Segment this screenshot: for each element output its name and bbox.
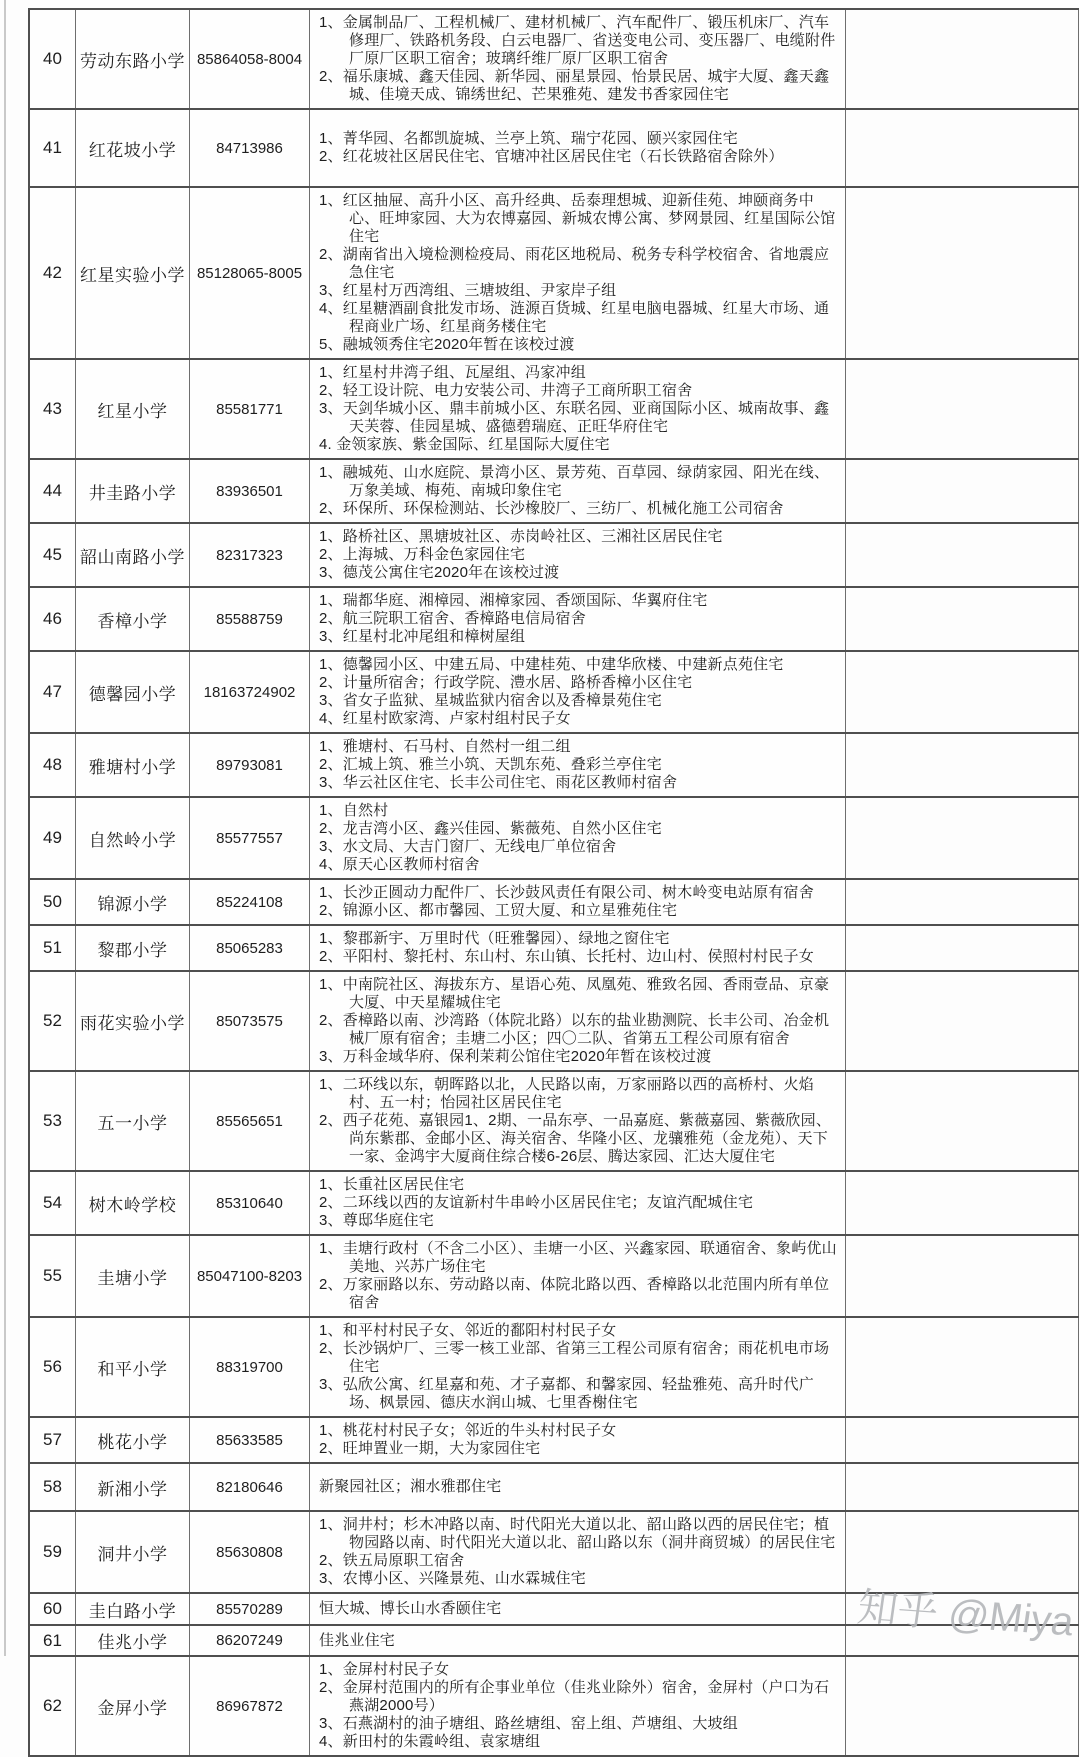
district-details-cell: [310, 1072, 846, 1170]
table-row: [30, 1594, 1079, 1626]
detail-line: 2、金屏村范围内的所有企事业单位（佳兆业除外）宿舍，金屏村（户口为石燕湖2000号）: [319, 1679, 830, 1714]
scan-edge-artifact: [4, 0, 6, 1656]
school-name-cell: 韶山南路小学: [76, 524, 190, 586]
school-name-cell: 劳动东路小学: [76, 10, 190, 108]
phone-number-cell: 82180646: [190, 1464, 310, 1510]
row-number-cell: 57: [30, 1418, 76, 1462]
detail-line: 2、航三院职工宿舍、香樟路电信局宿舍: [319, 610, 586, 627]
district-details-cell: [310, 652, 846, 732]
detail-line: 1、菁华园、名都凯旋城、兰亭上筑、瑞宁花园、颐兴家园住宅: [319, 130, 738, 147]
remarks-cell: [846, 1418, 1079, 1462]
remarks-cell: [846, 1594, 1079, 1624]
table-row: [30, 880, 1079, 926]
district-details-cell: [310, 110, 846, 186]
detail-line: 2、平阳村、黎托村、东山村、东山镇、长托村、边山村、侯照村村民子女: [319, 948, 814, 965]
district-details-cell: [310, 1657, 846, 1755]
detail-line: 2、二环线以西的友谊新村牛串岭小区居民住宅；友谊汽配城住宅: [319, 1194, 754, 1211]
table-row: [30, 972, 1079, 1072]
row-number-cell: 58: [30, 1464, 76, 1510]
table-row: [30, 926, 1079, 972]
remarks-cell: [846, 1318, 1079, 1416]
detail-line: 1、路桥社区、黑塘坡社区、赤岗岭社区、三湘社区居民住宅: [319, 528, 723, 545]
phone-number-cell: 84713986: [190, 110, 310, 186]
table-row: [30, 460, 1079, 524]
district-details-cell: [310, 1418, 846, 1462]
school-name-cell: 佳兆小学: [76, 1626, 190, 1655]
table-row: [30, 1464, 1079, 1512]
phone-number-cell: 85570289: [190, 1594, 310, 1624]
school-name-cell: 黎郡小学: [76, 926, 190, 970]
remarks-cell: [846, 972, 1079, 1070]
row-number-cell: 54: [30, 1172, 76, 1234]
school-name-cell: 红花坡小学: [76, 110, 190, 186]
remarks-cell: [846, 524, 1079, 586]
phone-number-cell: 18163724902: [190, 652, 310, 732]
school-name-cell: 雨花实验小学: [76, 972, 190, 1070]
row-number-cell: 56: [30, 1318, 76, 1416]
row-number-cell: 42: [30, 188, 76, 358]
detail-line: 3、尊邸华庭住宅: [319, 1212, 434, 1229]
table-row: [30, 1072, 1079, 1172]
table-row: [30, 734, 1079, 798]
phone-number-cell: 88319700: [190, 1318, 310, 1416]
remarks-cell: [846, 652, 1079, 732]
district-details-cell: [310, 460, 846, 522]
table-row: [30, 652, 1079, 734]
remarks-cell: [846, 1072, 1079, 1170]
school-name-cell: 井圭路小学: [76, 460, 190, 522]
remarks-cell: [846, 734, 1079, 796]
detail-line: 1、金属制品厂、工程机械厂、建材机械厂、汽车配件厂、锻压机床厂、汽车修理厂、铁路机务段、白云电器厂、省送变电公司、变压器厂、电缆附件厂原厂区职工宿舍；玻璃纤维厂原厂区职工宿舍: [319, 14, 836, 67]
row-number-cell: 49: [30, 798, 76, 878]
table-row: [30, 360, 1079, 460]
detail-line: 1、德馨园小区、中建五局、中建桂苑、中建华欣楼、中建新点苑住宅: [319, 656, 784, 673]
remarks-cell: [846, 1236, 1079, 1316]
detail-line: 3、弘欣公寓、红星嘉和苑、才子嘉都、和馨家园、轻盐雅苑、高升时代广场、枫景园、德庆水润山城、七里香榭住宅: [319, 1376, 814, 1411]
school-name-cell: 金屏小学: [76, 1657, 190, 1755]
district-details-cell: [310, 1594, 846, 1624]
row-number-cell: 59: [30, 1512, 76, 1592]
detail-line: 4、新田村的朱霞岭组、袁家塘组: [319, 1733, 541, 1750]
table-row: [30, 524, 1079, 588]
detail-line: 2、湖南省出入境检测检疫局、雨花区地税局、税务专科学校宿舍、省地震应急住宅: [319, 246, 830, 281]
district-details-cell: [310, 798, 846, 878]
detail-line: 1、自然村: [319, 802, 389, 819]
phone-number-cell: 85073575: [190, 972, 310, 1070]
district-details-cell: [310, 360, 846, 458]
row-number-cell: 48: [30, 734, 76, 796]
school-name-cell: 香樟小学: [76, 588, 190, 650]
detail-line: 2、轻工设计院、电力安装公司、井湾子工商所职工宿舍: [319, 382, 693, 399]
district-details-cell: [310, 926, 846, 970]
school-name-cell: 红星实验小学: [76, 188, 190, 358]
detail-line: 1、长沙正圆动力配件厂、长沙鼓风责任有限公司、树木岭变电站原有宿舍: [319, 884, 814, 901]
table-row: [30, 1626, 1079, 1657]
phone-number-cell: 85047100-8203: [190, 1236, 310, 1316]
remarks-cell: [846, 588, 1079, 650]
remarks-cell: [846, 880, 1079, 924]
table-row: [30, 588, 1079, 652]
row-number-cell: 41: [30, 110, 76, 186]
detail-line: 恒大城、博长山水香颐住宅: [319, 1600, 502, 1617]
detail-line: 1、金屏村村民子女: [319, 1661, 450, 1678]
detail-line: 2、长沙锅炉厂、三零一核工业部、省第三工程公司原有宿舍；雨花机电市场住宅: [319, 1340, 830, 1375]
detail-line: 1、融城苑、山水庭院、景湾小区、景芳苑、百草园、绿荫家园、阳光在线、万象美域、梅苑、南城印象住宅: [319, 464, 830, 499]
detail-line: 3、石燕湖村的油子塘组、路丝塘组、窑上组、芦塘组、大坡组: [319, 1715, 738, 1732]
detail-line: 3、红星村万西湾组、三塘坡组、尹家岸子组: [319, 282, 617, 299]
detail-line: 3、德茂公寓住宅2020年在该校过渡: [319, 564, 560, 581]
phone-number-cell: 86207249: [190, 1626, 310, 1655]
detail-line: 2、汇城上筑、雅兰小筑、天凯东苑、叠彩兰亭住宅: [319, 756, 662, 773]
remarks-cell: [846, 1512, 1079, 1592]
school-name-cell: 德馨园小学: [76, 652, 190, 732]
remarks-cell: [846, 360, 1079, 458]
phone-number-cell: 85581771: [190, 360, 310, 458]
table-row: [30, 1512, 1079, 1594]
detail-line: 3、万科金域华府、保利茉莉公馆住宅2020年暂在该校过渡: [319, 1048, 712, 1065]
detail-line: 3、华云社区住宅、长丰公司住宅、雨花区教师村宿舍: [319, 774, 678, 791]
district-details-cell: [310, 1172, 846, 1234]
detail-line: 3、天剑华城小区、鼎丰前城小区、东联名园、亚商国际小区、城南故事、鑫天芙蓉、佳园星城、盛德碧瑞庭、正旺华府住宅: [319, 400, 830, 435]
district-details-cell: [310, 588, 846, 650]
district-details-cell: [310, 972, 846, 1070]
school-name-cell: 树木岭学校: [76, 1172, 190, 1234]
table-row: [30, 10, 1079, 110]
table-row: [30, 110, 1079, 188]
phone-number-cell: 85224108: [190, 880, 310, 924]
detail-line: 1、黎郡新宇、万里时代（旺雅馨园）、绿地之窗住宅: [319, 930, 670, 947]
table-row: [30, 1657, 1079, 1757]
phone-number-cell: 85065283: [190, 926, 310, 970]
district-details-cell: [310, 1318, 846, 1416]
detail-line: 4、原天心区教师村宿舍: [319, 856, 480, 873]
detail-line: 1、瑞都华庭、湘樟园、湘樟家园、香颂国际、华翼府住宅: [319, 592, 708, 609]
district-details-cell: [310, 524, 846, 586]
detail-line: 3、省女子监狱、星城监狱内宿舍以及香樟景苑住宅: [319, 692, 662, 709]
school-name-cell: 锦源小学: [76, 880, 190, 924]
phone-number-cell: 85630808: [190, 1512, 310, 1592]
school-name-cell: 自然岭小学: [76, 798, 190, 878]
school-name-cell: 桃花小学: [76, 1418, 190, 1462]
detail-line: 2、红花坡社区居民住宅、官塘冲社区居民住宅（石长铁路宿舍除外）: [319, 148, 784, 165]
phone-number-cell: 85565651: [190, 1072, 310, 1170]
row-number-cell: 50: [30, 880, 76, 924]
remarks-cell: [846, 1626, 1079, 1655]
school-name-cell: 洞井小学: [76, 1512, 190, 1592]
detail-line: 新聚园社区；湘水雅郡住宅: [319, 1478, 502, 1495]
row-number-cell: 55: [30, 1236, 76, 1316]
detail-line: 1、中南院社区、海拔东方、星语心苑、凤凰苑、雅致名园、香雨壹品、京豪大厦、中天星耀城住宅: [319, 976, 830, 1011]
row-number-cell: 62: [30, 1657, 76, 1755]
district-details-cell: [310, 880, 846, 924]
detail-line: 1、和平村村民子女、邻近的鄱阳村村民子女: [319, 1322, 617, 1339]
school-name-cell: 新湘小学: [76, 1464, 190, 1510]
detail-line: 2、计量所宿舍；行政学院、澧水居、路桥香樟小区住宅: [319, 674, 693, 691]
remarks-cell: [846, 1657, 1079, 1755]
phone-number-cell: 85310640: [190, 1172, 310, 1234]
detail-line: 3、水文局、大吉门窗厂、无线电厂单位宿舍: [319, 838, 617, 855]
table-row: [30, 1418, 1079, 1464]
school-name-cell: 雅塘村小学: [76, 734, 190, 796]
row-number-cell: 44: [30, 460, 76, 522]
remarks-cell: [846, 798, 1079, 878]
row-number-cell: 43: [30, 360, 76, 458]
row-number-cell: 53: [30, 1072, 76, 1170]
detail-line: 佳兆业住宅: [319, 1631, 396, 1649]
district-details-cell: [310, 188, 846, 358]
detail-line: 2、上海城、万科金色家园住宅: [319, 546, 526, 563]
school-name-cell: 五一小学: [76, 1072, 190, 1170]
phone-number-cell: 85577557: [190, 798, 310, 878]
district-details-cell: [310, 734, 846, 796]
detail-line: 4. 金领家族、紫金国际、红星国际大厦住宅: [319, 436, 610, 453]
school-district-table: [28, 8, 1079, 1757]
row-number-cell: 52: [30, 972, 76, 1070]
detail-line: 1、红星村井湾子组、瓦屋组、冯家冲组: [319, 364, 586, 381]
remarks-cell: [846, 1464, 1079, 1510]
remarks-cell: [846, 110, 1079, 186]
table-row: [30, 188, 1079, 360]
school-name-cell: 红星小学: [76, 360, 190, 458]
detail-line: 3、农博小区、兴隆景苑、山水霖城住宅: [319, 1570, 586, 1587]
phone-number-cell: 83936501: [190, 460, 310, 522]
watermark: 知乎 @Miya: [854, 1585, 1077, 1645]
row-number-cell: 51: [30, 926, 76, 970]
detail-line: 1、长重社区居民住宅: [319, 1176, 465, 1193]
phone-number-cell: 82317323: [190, 524, 310, 586]
remarks-cell: [846, 188, 1079, 358]
detail-line: 2、旺坤置业一期，大为家园住宅: [319, 1440, 541, 1457]
detail-line: 1、二环线以东，朝晖路以北，人民路以南，万家丽路以西的高桥村、火焰村、五一村；怡园社区居民住宅: [319, 1076, 814, 1111]
detail-line: 2、西子花苑、嘉银园1、2期、一品东亭、一品嘉庭、紫薇嘉园、紫薇欣园、尚东紫郡、金邮小区、海关宿舍、华隆小区、龙骧雅苑（金龙苑）、天下一家、金鸿宇大厦商住综合楼6-26层、腾达家园、汇达大厦住宅: [319, 1112, 832, 1165]
district-details-cell: [310, 1464, 846, 1510]
phone-number-cell: 89793081: [190, 734, 310, 796]
row-number-cell: 61: [30, 1626, 76, 1655]
remarks-cell: [846, 1172, 1079, 1234]
row-number-cell: 45: [30, 524, 76, 586]
phone-number-cell: 86967872: [190, 1657, 310, 1755]
remarks-cell: [846, 926, 1079, 970]
phone-number-cell: 85128065-8005: [190, 188, 310, 358]
table-row: [30, 798, 1079, 880]
detail-line: 2、万家丽路以东、劳动路以南、体院北路以西、香樟路以北范围内所有单位宿舍: [319, 1276, 830, 1311]
phone-number-cell: 85588759: [190, 588, 310, 650]
school-name-cell: 和平小学: [76, 1318, 190, 1416]
district-details-cell: [310, 1626, 846, 1655]
row-number-cell: 60: [30, 1594, 76, 1624]
table-row: [30, 1236, 1079, 1318]
remarks-cell: [846, 10, 1079, 108]
detail-line: 1、雅塘村、石马村、自然村一组二组: [319, 738, 571, 755]
table-row: [30, 1172, 1079, 1236]
detail-line: 1、桃花村村民子女；邻近的牛头村村民子女: [319, 1422, 617, 1439]
detail-line: 4、红星糖酒副食批发市场、涟源百货城、红星电脑电器城、红星大市场、通程商业广场、红星商务楼住宅: [319, 300, 830, 335]
table-row: [30, 1318, 1079, 1418]
school-name-cell: 圭塘小学: [76, 1236, 190, 1316]
detail-line: 1、圭塘行政村（不含二小区）、圭塘一小区、兴鑫家园、联通宿舍、象屿优山美地、兴苏广场住宅: [319, 1240, 837, 1275]
district-details-cell: [310, 1236, 846, 1316]
row-number-cell: 47: [30, 652, 76, 732]
detail-line: 4、红星村欧家湾、卢家村组村民子女: [319, 710, 571, 727]
district-details-cell: [310, 1512, 846, 1592]
phone-number-cell: 85633585: [190, 1418, 310, 1462]
detail-line: 2、香樟路以南、沙湾路（体院北路）以东的盐业勘测院、长丰公司、冶金机械厂原有宿舍；圭塘二小区；四〇二队、省第五工程公司原有宿舍: [319, 1012, 830, 1047]
detail-line: 1、洞井村；杉木冲路以南、时代阳光大道以北、韶山路以西的居民住宅；植物园路以南、时代阳光大道以北、韶山路以东（洞井商贸城）的居民住宅: [319, 1516, 836, 1551]
detail-line: 2、锦源小区、都市馨园、工贸大厦、和立星雅苑住宅: [319, 902, 678, 919]
school-name-cell: 圭白路小学: [76, 1594, 190, 1624]
phone-number-cell: 85864058-8004: [190, 10, 310, 108]
detail-line: 2、福乐康城、鑫天佳园、新华园、丽星景园、怡景民居、城宇大厦、鑫天鑫城、佳境天成、锦绣世纪、芒果雅苑、建发书香家园住宅: [319, 68, 830, 103]
detail-line: 2、龙吉湾小区、鑫兴佳园、紫薇苑、自然小区住宅: [319, 820, 662, 837]
district-details-cell: [310, 10, 846, 108]
detail-line: 1、红区抽屉、高升小区、高升经典、岳泰理想城、迎新佳苑、坤颐商务中心、旺坤家园、大为农博嘉园、新城农博公寓、梦网景园、红星国际公馆住宅: [319, 192, 836, 245]
remarks-cell: [846, 460, 1079, 522]
detail-line: 5、融城领秀住宅2020年暂在该校过渡: [319, 336, 575, 353]
detail-line: 2、环保所、环保检测站、长沙橡胶厂、三纺厂、机械化施工公司宿舍: [319, 500, 784, 517]
detail-line: 3、红星村北冲尾组和樟树屋组: [319, 628, 526, 645]
detail-line: 2、铁五局原职工宿舍: [319, 1552, 465, 1569]
row-number-cell: 40: [30, 10, 76, 108]
row-number-cell: 46: [30, 588, 76, 650]
